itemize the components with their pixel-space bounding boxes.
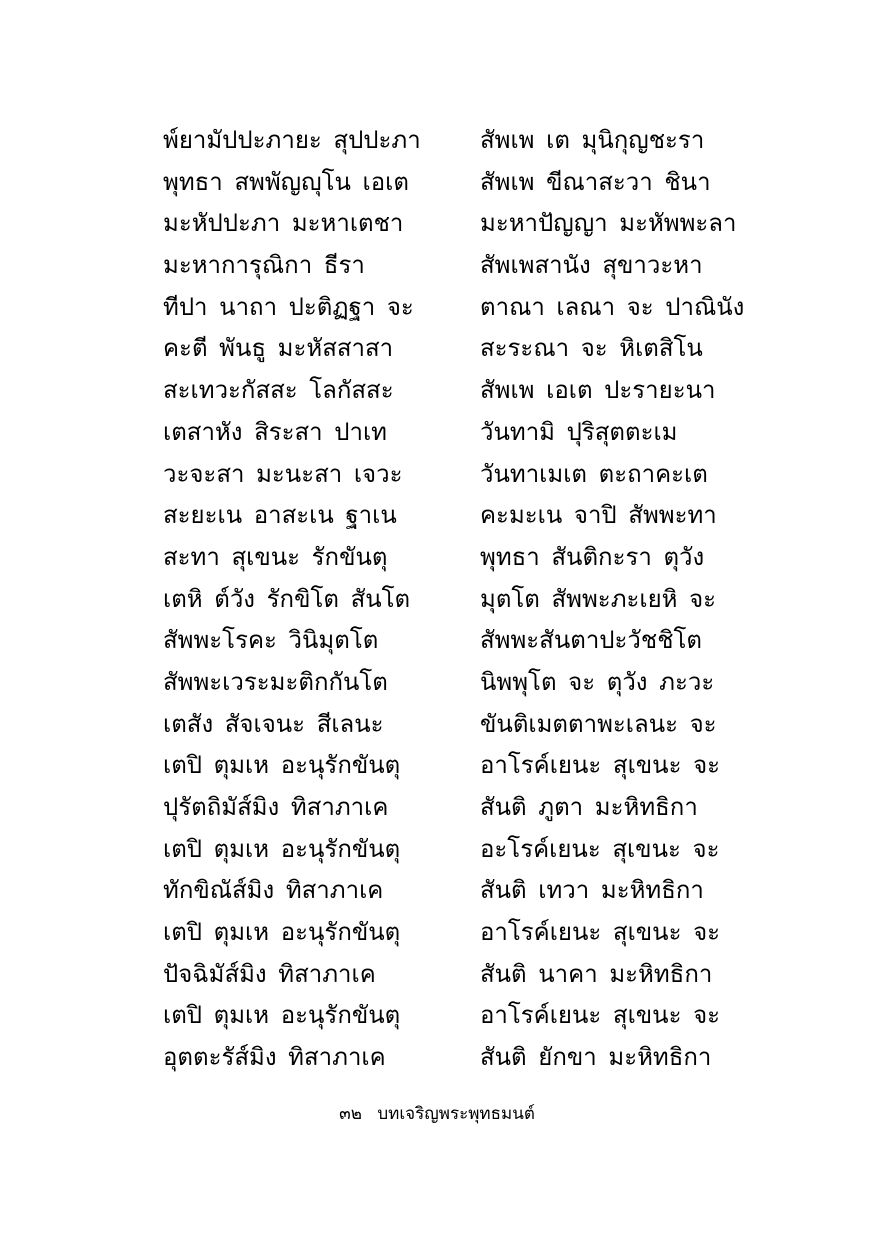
verse-right-text: สัพพะสันตาปะวัชชิโต: [480, 626, 702, 655]
verse-right-text: ขันติเมตตาพะเลนะ จะ: [480, 709, 717, 738]
verse-right-text: นิพพุโต จะ ตุวัง ภะวะ: [480, 667, 715, 696]
verse-left-text: สัพพะโรคะ วินิมุตโต: [163, 626, 379, 655]
verse-left-text: เตปิ ตุมเห อะนุรักขันตุ: [163, 1001, 401, 1030]
verse-right-text: สะระณา จะ หิเตสิโน: [480, 334, 703, 363]
verse-right-text: ตาณา เลณา จะ ปาณินัง: [480, 292, 745, 321]
verse-row: [163, 579, 803, 621]
verse-left-text: เตสัง สัจเจนะ สีเลนะ: [163, 709, 384, 738]
verse-row: [163, 203, 803, 245]
verse-row: [163, 412, 803, 454]
verse-row: [163, 870, 803, 912]
verse-left-text: เตปิ ตุมเห อะนุรักขันตุ: [163, 834, 401, 863]
verse-row: [163, 912, 803, 954]
verse-right-text: พุทธา สันติกะรา ตุวัง: [480, 542, 705, 571]
verse-left-text: มะหาการุณิกา ธีรา: [163, 251, 365, 280]
verse-left-text: เตปิ ตุมเห อะนุรักขันตุ: [163, 751, 401, 780]
verse-right-text: สันติ ยักขา มะหิทธิกา: [480, 1043, 712, 1072]
verse-row: [163, 662, 803, 704]
verse-left-text: ปุรัตถิมัส์มิง ทิสาภาเค: [163, 793, 389, 821]
verse-list: [163, 120, 803, 1079]
verse-right-text: วันทามิ ปุริสุตตะเม: [480, 417, 678, 446]
verse-right-text: อะโรค์เยนะ สุเขนะ จะ: [480, 834, 720, 863]
verse-left-text: เตปิ ตุมเห อะนุรักขันตุ: [163, 918, 401, 947]
verse-row: [163, 454, 803, 496]
verse-left-text: พุทธา สพพัญญุโน เอเต: [163, 167, 409, 196]
verse-right-text: สันติ เทวา มะหิทธิกา: [480, 876, 704, 905]
verse-left-text: สะทา สุเขนะ รักขันตุ: [163, 542, 388, 571]
verse-left-text: อุตตะรัส์มิง ทิสาภาเค: [163, 1043, 386, 1072]
verse-row: [163, 370, 803, 412]
verse-row: [163, 954, 803, 996]
verse-row: [163, 537, 803, 579]
verse-right-text: อาโรค์เยนะ สุเขนะ จะ: [480, 918, 721, 947]
verse-left-text: สัพพะเวระมะติกกันโต: [163, 667, 388, 696]
verse-row: [163, 620, 803, 662]
verse-row: [163, 328, 803, 370]
verse-right-text: มุตโต สัพพะภะเยหิ จะ: [480, 584, 717, 613]
verse-row: [163, 1037, 803, 1079]
verse-right-text: อาโรค์เยนะ สุเขนะ จะ: [480, 1001, 721, 1030]
verse-row: [163, 245, 803, 287]
verse-right-text: สันติ ภูตา มะหิทธิกา: [480, 793, 698, 821]
verse-right-text: สัพเพสานัง สุขาวะหา: [480, 251, 703, 280]
verse-right-text: สันติ นาคา มะหิทธิกา: [480, 959, 713, 988]
verse-right-text: สัพเพ ขีณาสะวา ชินา: [480, 167, 711, 196]
verse-row: [163, 787, 803, 829]
verse-left-text: คะตี พันธู มะหัสสาสา: [163, 334, 394, 363]
verse-row: [163, 829, 803, 871]
verse-right-text: คะมะเน จาปิ สัพพะทา: [480, 501, 717, 530]
verse-right-text: สัพเพ เต มุนิกุญชะรา: [480, 126, 705, 154]
page-number: ๓๒: [339, 1104, 362, 1124]
verse-left-text: ทักขิณัส์มิง ทิสาภาเค: [163, 876, 384, 905]
verse-row: [163, 287, 803, 329]
verse-left-text: สะยะเน อาสะเน ฐาเน: [163, 501, 397, 530]
verse-row: [163, 995, 803, 1037]
page-footer: [0, 1100, 874, 1127]
verse-right-text: สัพเพ เอเต ปะรายะนา: [480, 376, 716, 405]
verse-row: [163, 120, 803, 162]
verse-row: [163, 162, 803, 204]
verse-row: [163, 495, 803, 537]
verse-left-text: วะจะสา มะนะสา เจวะ: [163, 459, 403, 488]
footer-title: บทเจริญพระพุทธมนต์: [377, 1104, 535, 1124]
verse-right-text: มะหาปัญญา มะหัพพะลา: [480, 209, 737, 238]
verse-left-text: เตสาหัง สิระสา ปาเท: [163, 417, 387, 446]
verse-left-text: พ์ยามัปปะภายะ สุปปะภา: [163, 126, 421, 154]
verse-row: [163, 704, 803, 746]
verse-left-text: ปัจฉิมัส์มิง ทิสาภาเค: [163, 959, 376, 988]
verse-right-text: วันทาเมเต ตะถาคะเต: [480, 459, 708, 488]
verse-left-text: มะหัปปะภา มะหาเตชา: [163, 209, 404, 238]
verse-left-text: ทีปา นาถา ปะติฏฐา จะ: [163, 292, 414, 321]
verse-left-text: เตหิ ต์วัง รักขิโต สันโต: [163, 584, 411, 613]
verse-left-text: สะเทวะกัสสะ โลกัสสะ: [163, 376, 394, 405]
verse-right-text: อาโรค์เยนะ สุเขนะ จะ: [480, 751, 721, 780]
verse-row: [163, 745, 803, 787]
